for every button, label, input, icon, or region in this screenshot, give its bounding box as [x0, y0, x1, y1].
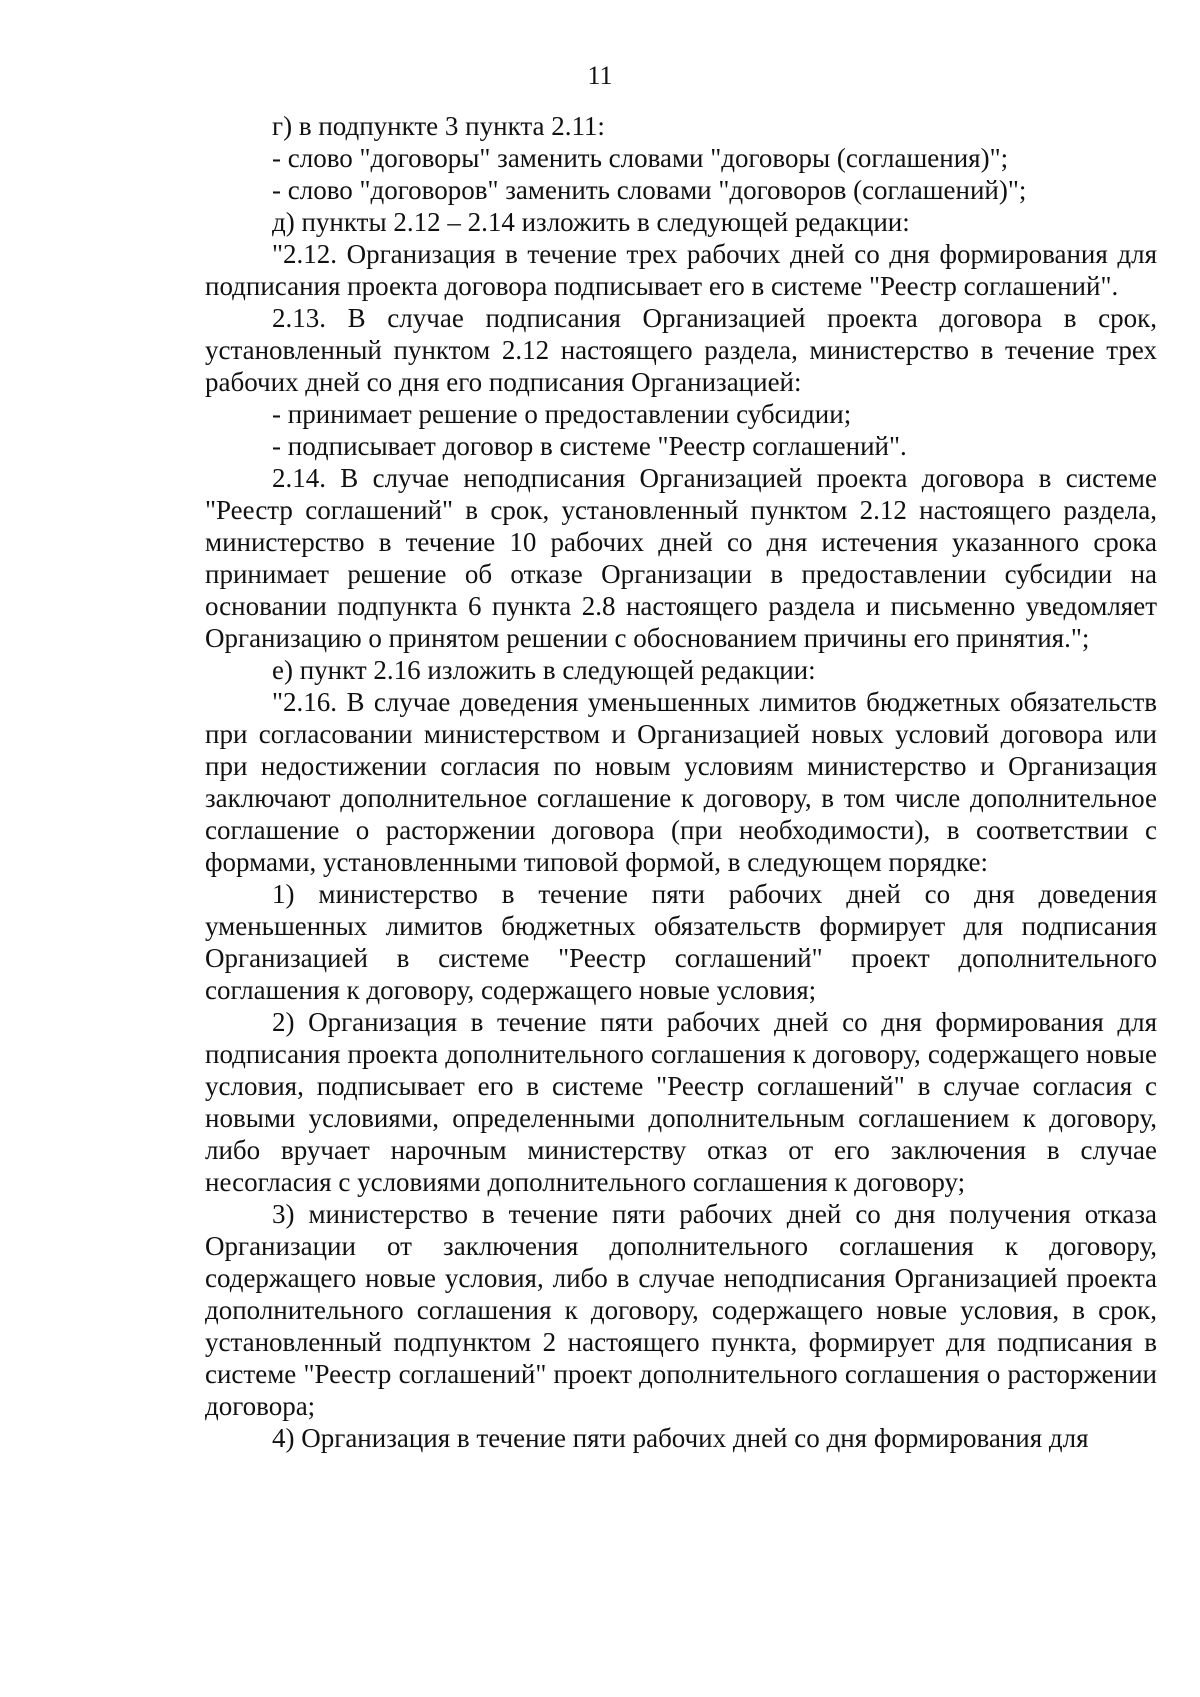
paragraph: д) пункты 2.12 – 2.14 изложить в следующей редакции: [272, 207, 910, 237]
paragraph: г) в подпункте 3 пункта 2.11: [272, 111, 605, 141]
paragraph: "2.16. В случае доведения уменьшенных лимитов бюджетных обязательств при согласовании министерством и Организацией новых условий договора или при недостижении согласия по новым условиям министерство и Организация заключают дополнительное соглашение к договору, в том числе дополнительное соглашение о расторжении договора (при необходимости), в соответствии с формами, установленными типовой формой, в следующем порядке: [205, 687, 1157, 877]
paragraph: 2.13. В случае подписания Организацией проекта договора в срок, установленный пунктом 2.12 настоящего раздела, министерство в течение трех рабочих дней со дня его подписания Организацией: [205, 303, 1157, 397]
page-number: 11 [587, 61, 613, 90]
paragraph: - слово "договоры" заменить словами "договоры (соглашения)"; [272, 143, 1009, 173]
paragraph: - подписывает договор в системе "Реестр соглашений". [272, 431, 907, 461]
paragraph: е) пункт 2.16 изложить в следующей редакции: [272, 655, 816, 685]
paragraph: 1) министерство в течение пяти рабочих дней со дня доведения уменьшенных лимитов бюджетных обязательств формирует для подписания Организацией в системе "Реестр соглашений" проект дополнительного соглашения к договору, содержащего новые условия; [205, 879, 1157, 1005]
paragraph: - принимает решение о предоставлении субсидии; [272, 399, 852, 429]
document-body [205, 110, 1157, 1454]
paragraph: 3) министерство в течение пяти рабочих дней со дня получения отказа Организации от заключения дополнительного соглашения к договору, содержащего новые условия, либо в случае неподписания Организацией проекта дополнительного соглашения к договору, содержащего новые условия, в срок, установленный подпунктом 2 настоящего пункта, формирует для подписания в системе "Реестр соглашений" проект дополнительного соглашения о расторжении договора; [205, 1199, 1157, 1421]
paragraph: 4) Организация в течение пяти рабочих дней со дня формирования для [272, 1423, 1089, 1453]
paragraph: "2.12. Организация в течение трех рабочих дней со дня формирования для подписания проекта договора подписывает его в системе "Реестр соглашений". [205, 239, 1157, 301]
paragraph: 2.14. В случае неподписания Организацией проекта договора в системе "Реестр соглашений" в срок, установленный пунктом 2.12 настоящего раздела, министерство в течение 10 рабочих дней со дня истечения указанного срока принимает решение об отказе Организации в предоставлении субсидии на основании подпункта 6 пункта 2.8 настоящего раздела и письменно уведомляет Организацию о принятом решении с обоснованием причины его принятия."; [205, 463, 1157, 653]
paragraph: 2) Организация в течение пяти рабочих дней со дня формирования для подписания проекта дополнительного соглашения к договору, содержащего новые условия, подписывает его в системе "Реестр соглашений" в случае согласия с новыми условиями, определенными дополнительным соглашением к договору, либо вручает нарочным министерству отказ от его заключения в случае несогласия с условиями дополнительного соглашения к договору; [205, 1007, 1157, 1197]
paragraph: - слово "договоров" заменить словами "договоров (соглашений)"; [272, 175, 1027, 205]
